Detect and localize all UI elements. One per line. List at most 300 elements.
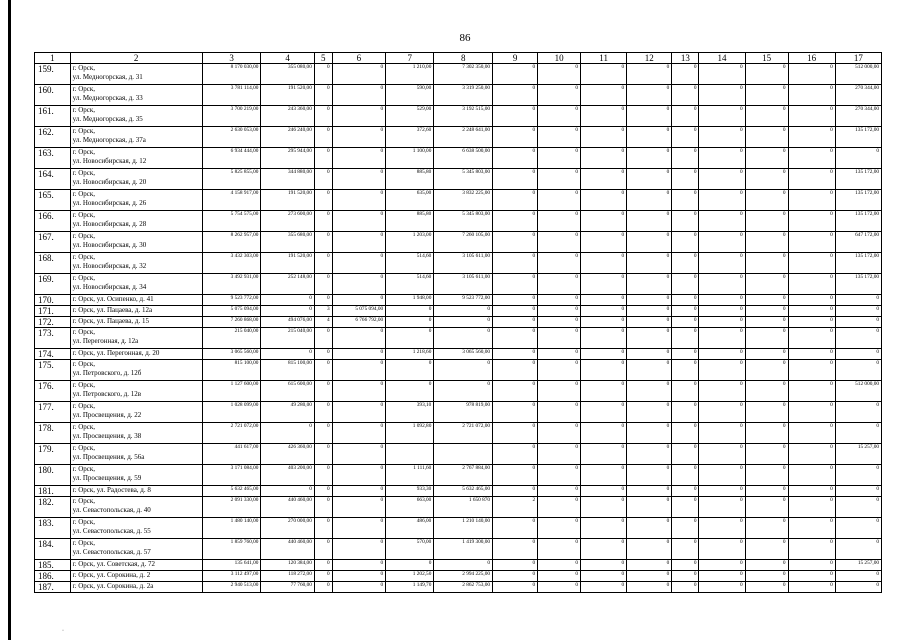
row-number: 180. <box>35 465 71 486</box>
value-cell: 0 <box>788 423 835 444</box>
value-cell: 0 <box>538 232 581 253</box>
address-line: г. Орск, <box>72 402 96 410</box>
value-cell: 0 <box>699 211 745 232</box>
value-cell: 0 <box>627 571 672 582</box>
value-cell: 514,60 <box>386 274 434 295</box>
value-cell: 5 075 094,00 <box>332 306 385 317</box>
address-line: ул. Новосибирская, д. 26 <box>72 199 147 207</box>
row-number: 184. <box>35 539 71 560</box>
value-cell: 0 <box>581 211 627 232</box>
value-cell: 3 832 225,00 <box>434 190 493 211</box>
value-cell: 0 <box>434 306 493 317</box>
value-cell: 0 <box>581 402 627 423</box>
value-cell: 0 <box>581 328 627 349</box>
value-cell: 0 <box>835 349 881 360</box>
value-cell: 0 <box>332 148 385 169</box>
value-cell: 0 <box>332 349 385 360</box>
value-cell: 885,80 <box>386 211 434 232</box>
value-cell: 0 <box>581 465 627 486</box>
value-cell: 0 <box>493 127 538 148</box>
address-cell <box>70 211 202 232</box>
value-cell: 0 <box>261 306 314 317</box>
value-cell: 0 <box>493 349 538 360</box>
value-cell: 15 257,00 <box>835 560 881 571</box>
value-cell: 3 105 611,00 <box>434 253 493 274</box>
value-cell: 0 <box>627 423 672 444</box>
value-cell: 0 <box>493 85 538 106</box>
value-cell: 0 <box>581 423 627 444</box>
value-cell: 0 <box>538 497 581 518</box>
row-number: 176. <box>35 381 71 402</box>
value-cell: 135 172,00 <box>835 169 881 190</box>
value-cell: 270 344,00 <box>835 85 881 106</box>
value-cell: 0 <box>672 85 699 106</box>
value-cell: 2 <box>493 497 538 518</box>
value-cell: 0 <box>538 349 581 360</box>
address-cell <box>70 582 202 593</box>
value-cell: 135 172,00 <box>835 211 881 232</box>
value-cell: 0 <box>581 306 627 317</box>
value-cell: 0 <box>788 295 835 306</box>
value-cell: 0 <box>493 169 538 190</box>
value-cell: 0 <box>493 295 538 306</box>
value-cell: 0 <box>788 317 835 328</box>
table-row <box>35 423 882 444</box>
address-line: г. Орск, <box>72 253 96 261</box>
value-cell: 0 <box>699 64 745 85</box>
value-cell: 372,60 <box>386 127 434 148</box>
table-row <box>35 148 882 169</box>
value-cell: 0 <box>788 85 835 106</box>
address-line: г. Орск, <box>72 169 96 177</box>
address-cell <box>70 360 202 381</box>
value-cell: 2 248 641,00 <box>434 127 493 148</box>
value-cell: 0 <box>788 211 835 232</box>
value-cell: 0 <box>627 274 672 295</box>
value-cell: 1 202,50 <box>386 571 434 582</box>
address-cell <box>70 169 202 190</box>
value-cell <box>434 444 493 465</box>
value-cell: 0 <box>314 582 332 593</box>
value-cell: 0 <box>314 381 332 402</box>
value-cell: 440 460,00 <box>261 539 314 560</box>
value-cell: 0 <box>672 518 699 539</box>
value-cell: 135 641,00 <box>202 560 261 571</box>
value-cell: 0 <box>627 211 672 232</box>
value-cell: 0 <box>745 582 788 593</box>
row-number: 171. <box>35 306 71 317</box>
value-cell: 135 172,00 <box>835 190 881 211</box>
column-header: 5 <box>314 53 332 64</box>
column-header: 11 <box>581 53 627 64</box>
value-cell: 0 <box>581 169 627 190</box>
value-cell: 0 <box>745 317 788 328</box>
value-cell: 0 <box>835 360 881 381</box>
value-cell: 0 <box>672 360 699 381</box>
value-cell: 0 <box>835 465 881 486</box>
value-cell: 0 <box>627 518 672 539</box>
value-cell: 0 <box>699 444 745 465</box>
value-cell: 0 <box>745 190 788 211</box>
value-cell: 3 700 219,00 <box>202 106 261 127</box>
value-cell: 0 <box>434 560 493 571</box>
value-cell: 0 <box>788 253 835 274</box>
value-cell: 0 <box>745 402 788 423</box>
bottom-mark: · <box>62 628 64 634</box>
value-cell: 0 <box>788 381 835 402</box>
value-cell: 0 <box>314 274 332 295</box>
value-cell: 0 <box>581 232 627 253</box>
value-cell: 0 <box>745 64 788 85</box>
value-cell: 615 600,00 <box>261 381 314 402</box>
address-line: г. Орск, <box>72 232 96 240</box>
value-cell: 0 <box>493 253 538 274</box>
address-line: г. Орск, <box>72 465 96 473</box>
value-cell: 0 <box>699 328 745 349</box>
value-cell: 0 <box>699 571 745 582</box>
value-cell: 1 028 099,00 <box>202 402 261 423</box>
address-line: г. Орск, <box>72 381 96 389</box>
value-cell: 0 <box>314 64 332 85</box>
value-cell: 0 <box>332 328 385 349</box>
value-cell: 0 <box>581 381 627 402</box>
value-cell: 0 <box>672 381 699 402</box>
value-cell: 0 <box>314 518 332 539</box>
address-cell <box>70 148 202 169</box>
value-cell: 663,00 <box>386 497 434 518</box>
value-cell: 0 <box>672 328 699 349</box>
table-row <box>35 127 882 148</box>
value-cell: 215 040,00 <box>202 328 261 349</box>
address-line: ул. Новосибирская, д. 34 <box>72 283 147 291</box>
column-header: 9 <box>493 53 538 64</box>
value-cell: 933,30 <box>386 486 434 497</box>
address-line: ул. Севастопольская, д. 55 <box>72 527 151 535</box>
address-line: г. Орск, <box>72 328 96 336</box>
value-cell: 0 <box>745 381 788 402</box>
value-cell: 0 <box>672 211 699 232</box>
value-cell: 0 <box>745 349 788 360</box>
value-cell: 0 <box>538 295 581 306</box>
column-header: 3 <box>202 53 261 64</box>
value-cell: 2 721 072,00 <box>434 423 493 444</box>
value-cell: 0 <box>332 253 385 274</box>
value-cell: 2 721 072,00 <box>202 423 261 444</box>
row-number: 186. <box>35 571 71 582</box>
value-cell: 590,00 <box>386 85 434 106</box>
value-cell: 0 <box>745 253 788 274</box>
value-cell: 0 <box>332 486 385 497</box>
address-cell <box>70 85 202 106</box>
table-header-row <box>35 53 882 64</box>
value-cell: 0 <box>788 560 835 571</box>
value-cell: 0 <box>699 539 745 560</box>
value-cell: 0 <box>835 402 881 423</box>
value-cell: 0 <box>493 582 538 593</box>
value-cell: 0 <box>672 423 699 444</box>
value-cell: 0 <box>314 148 332 169</box>
value-cell: 0 <box>672 317 699 328</box>
value-cell: 0 <box>493 571 538 582</box>
value-cell: 0 <box>745 539 788 560</box>
value-cell: 0 <box>745 360 788 381</box>
address-cell <box>70 127 202 148</box>
address-cell <box>70 560 202 571</box>
value-cell: 191 520,00 <box>261 85 314 106</box>
value-cell: 0 <box>581 360 627 381</box>
value-cell: 0 <box>745 127 788 148</box>
value-cell: 0 <box>788 444 835 465</box>
value-cell: 0 <box>581 317 627 328</box>
data-table <box>34 52 882 593</box>
value-cell: 0 <box>672 582 699 593</box>
value-cell: 0 <box>699 274 745 295</box>
value-cell: 0 <box>493 486 538 497</box>
address-line: ул. Новосибирская, д. 32 <box>72 262 147 270</box>
value-cell: 0 <box>332 560 385 571</box>
value-cell: 0 <box>627 497 672 518</box>
value-cell: 120 384,00 <box>261 560 314 571</box>
value-cell: 0 <box>835 328 881 349</box>
value-cell: 0 <box>627 444 672 465</box>
value-cell: 0 <box>699 560 745 571</box>
value-cell: 815 100,00 <box>261 360 314 381</box>
value-cell: 0 <box>672 402 699 423</box>
value-cell: 2 994 225,00 <box>434 571 493 582</box>
address-line: г. Орск, <box>72 274 96 282</box>
row-number: 159. <box>35 64 71 85</box>
value-cell: 0 <box>332 64 385 85</box>
value-cell: 0 <box>699 518 745 539</box>
value-cell: 2 630 053,00 <box>202 127 261 148</box>
value-cell: 1 480 140,00 <box>202 518 261 539</box>
value-cell: 2 862 753,00 <box>434 582 493 593</box>
table-row <box>35 253 882 274</box>
value-cell: 0 <box>627 169 672 190</box>
value-cell: 3 171 084,00 <box>202 465 261 486</box>
column-header: 12 <box>627 53 672 64</box>
value-cell: 0 <box>672 349 699 360</box>
value-cell: 0 <box>581 497 627 518</box>
value-cell: 0 <box>627 486 672 497</box>
row-number: 172. <box>35 317 71 328</box>
value-cell: 3 492 931,00 <box>202 274 261 295</box>
value-cell: 0 <box>788 169 835 190</box>
table-row <box>35 106 882 127</box>
value-cell: 0 <box>314 571 332 582</box>
value-cell: 355 680,00 <box>261 232 314 253</box>
address-cell <box>70 295 202 306</box>
value-cell: 6 638 500,00 <box>434 148 493 169</box>
value-cell: 0 <box>314 402 332 423</box>
value-cell: 0 <box>314 106 332 127</box>
value-cell: 0 <box>627 360 672 381</box>
value-cell: 0 <box>261 295 314 306</box>
value-cell: 0 <box>672 148 699 169</box>
table-row <box>35 381 882 402</box>
value-cell: 1 203,00 <box>386 232 434 253</box>
value-cell: 0 <box>332 571 385 582</box>
column-header: 1 <box>35 53 71 64</box>
value-cell: 0 <box>788 349 835 360</box>
value-cell: 0 <box>314 295 332 306</box>
value-cell: 815 100,00 <box>202 360 261 381</box>
value-cell: 0 <box>699 253 745 274</box>
address-line: ул. Медногорская, д. 31 <box>72 73 143 81</box>
address-line: г. Орск, <box>72 190 96 198</box>
value-cell: 0 <box>434 328 493 349</box>
value-cell: 0 <box>745 423 788 444</box>
value-cell: 191 520,00 <box>261 253 314 274</box>
value-cell: 512 000,00 <box>835 64 881 85</box>
column-header: 13 <box>672 53 699 64</box>
value-cell: 0 <box>493 360 538 381</box>
value-cell: 0 <box>581 486 627 497</box>
value-cell: 0 <box>538 106 581 127</box>
value-cell: 0 <box>538 444 581 465</box>
value-cell: 0 <box>788 518 835 539</box>
address-line: г. Орск, <box>72 444 96 452</box>
value-cell: 5 754 575,00 <box>202 211 261 232</box>
address-line: ул. Просвещения, д. 59 <box>72 474 142 482</box>
table-row <box>35 560 882 571</box>
value-cell: 0 <box>538 328 581 349</box>
value-cell: 2 091 330,00 <box>202 497 261 518</box>
value-cell: 0 <box>538 211 581 232</box>
value-cell: 0 <box>745 295 788 306</box>
column-header: 7 <box>386 53 434 64</box>
address-cell <box>70 253 202 274</box>
table-row <box>35 328 882 349</box>
value-cell: 0 <box>699 295 745 306</box>
address-cell <box>70 232 202 253</box>
value-cell: 0 <box>699 582 745 593</box>
row-number: 179. <box>35 444 71 465</box>
address-cell <box>70 306 202 317</box>
value-cell: 0 <box>493 64 538 85</box>
value-cell: 570,00 <box>386 539 434 560</box>
value-cell: 0 <box>538 169 581 190</box>
table-row <box>35 211 882 232</box>
value-cell: 0 <box>745 571 788 582</box>
value-cell: 514,60 <box>386 253 434 274</box>
value-cell: 0 <box>699 486 745 497</box>
value-cell: 5 632 465,00 <box>434 486 493 497</box>
row-number: 166. <box>35 211 71 232</box>
value-cell: 0 <box>745 148 788 169</box>
value-cell: 0 <box>745 306 788 317</box>
value-cell: 0 <box>538 402 581 423</box>
value-cell: 3 <box>314 306 332 317</box>
value-cell: 0 <box>493 465 538 486</box>
page-number: 86 <box>459 32 471 44</box>
address-line: г. Орск, ул. Осипенко, д. 41 <box>72 295 154 303</box>
value-cell: 0 <box>745 328 788 349</box>
address-cell <box>70 381 202 402</box>
value-cell: 403 200,00 <box>261 465 314 486</box>
value-cell: 0 <box>332 381 385 402</box>
row-number: 169. <box>35 274 71 295</box>
value-cell: 0 <box>835 148 881 169</box>
table-row <box>35 444 882 465</box>
row-number: 173. <box>35 328 71 349</box>
table-row <box>35 232 882 253</box>
address-line: ул. Новосибирская, д. 30 <box>72 241 147 249</box>
value-cell: 0 <box>332 106 385 127</box>
value-cell: 4 158 917,00 <box>202 190 261 211</box>
value-cell: 0 <box>627 349 672 360</box>
address-line: г. Орск, <box>72 148 96 156</box>
value-cell: 0 <box>672 497 699 518</box>
value-cell: 6 766 792,00 <box>332 317 385 328</box>
table-row <box>35 465 882 486</box>
table-row <box>35 190 882 211</box>
value-cell: 0 <box>493 306 538 317</box>
address-line: г. Орск, ул. Перегонная, д. 20 <box>72 349 160 357</box>
value-cell: 295 944,00 <box>261 148 314 169</box>
value-cell: 1 210 140,00 <box>434 518 493 539</box>
value-cell: 0 <box>493 274 538 295</box>
value-cell: 441 617,00 <box>202 444 261 465</box>
value-cell: 0 <box>314 127 332 148</box>
address-line: ул. Петровского, д. 12б <box>72 369 142 377</box>
value-cell: 529,00 <box>386 106 434 127</box>
value-cell: 0 <box>538 423 581 444</box>
value-cell: 0 <box>699 106 745 127</box>
value-cell: 9 523 772,00 <box>434 295 493 306</box>
value-cell: 0 <box>314 253 332 274</box>
row-number: 163. <box>35 148 71 169</box>
value-cell: 0 <box>493 148 538 169</box>
value-cell: 0 <box>745 232 788 253</box>
value-cell: 0 <box>672 486 699 497</box>
value-cell: 0 <box>788 232 835 253</box>
value-cell: 0 <box>627 148 672 169</box>
address-line: ул. Новосибирская, д. 20 <box>72 178 147 186</box>
value-cell: 0 <box>627 106 672 127</box>
address-cell <box>70 274 202 295</box>
value-cell: 0 <box>672 295 699 306</box>
address-cell <box>70 518 202 539</box>
value-cell: 0 <box>745 465 788 486</box>
value-cell: 355 080,00 <box>261 64 314 85</box>
value-cell: 0 <box>332 274 385 295</box>
value-cell: 5 345 803,00 <box>434 211 493 232</box>
value-cell: 0 <box>835 582 881 593</box>
value-cell: 0 <box>835 306 881 317</box>
value-cell: 0 <box>627 560 672 571</box>
value-cell: 0 <box>699 127 745 148</box>
value-cell: 8 262 957,00 <box>202 232 261 253</box>
table-row <box>35 169 882 190</box>
row-number: 170. <box>35 295 71 306</box>
row-number: 164. <box>35 169 71 190</box>
value-cell: 3 065 560,00 <box>434 349 493 360</box>
column-header: 16 <box>788 53 835 64</box>
value-cell: 0 <box>538 560 581 571</box>
address-line: ул. Медногорская, д. 37а <box>72 136 146 144</box>
value-cell: 0 <box>581 85 627 106</box>
value-cell: 0 <box>314 190 332 211</box>
value-cell: 0 <box>581 148 627 169</box>
address-line: ул. Петровского, д. 12в <box>72 390 142 398</box>
value-cell: 0 <box>745 85 788 106</box>
value-cell: 635,00 <box>386 190 434 211</box>
row-number: 182. <box>35 497 71 518</box>
value-cell: 0 <box>672 253 699 274</box>
address-line: г. Орск, <box>72 497 96 505</box>
value-cell: 0 <box>538 518 581 539</box>
